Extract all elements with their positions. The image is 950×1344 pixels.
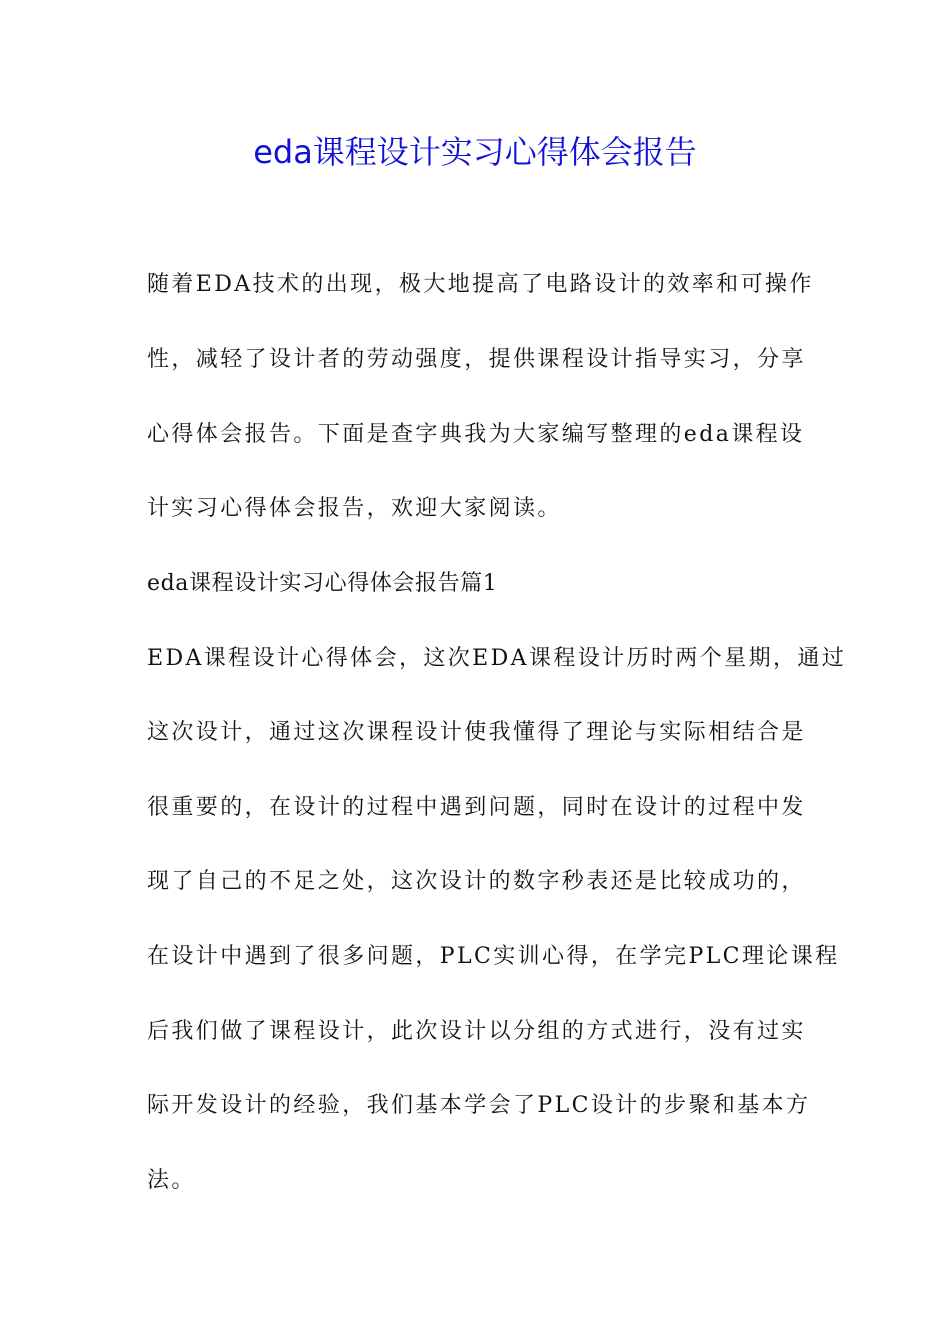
body-line-1: EDA课程设计心得体会，这次EDA课程设计历时两个星期，通过	[147, 646, 847, 671]
body-line-2: 这次设计，通过这次课程设计使我懂得了理论与实际相结合是	[147, 720, 806, 745]
intro-line-4: 计实习心得体会报告，欢迎大家阅读。	[147, 496, 562, 521]
body-line-5: 在设计中遇到了很多问题，PLC实训心得，在学完PLC理论课程	[147, 944, 840, 969]
section-heading: eda课程设计实习心得体会报告篇1	[147, 571, 498, 596]
body-line-8: 法。	[147, 1168, 196, 1193]
body-line-6: 后我们做了课程设计，此次设计以分组的方式进行，没有过实	[147, 1019, 806, 1044]
body-line-4: 现了自己的不足之处，这次设计的数字秒表还是比较成功的，	[147, 869, 806, 894]
body-line-3: 很重要的，在设计的过程中遇到问题，同时在设计的过程中发	[147, 795, 806, 820]
intro-line-2: 性，减轻了设计者的劳动强度，提供课程设计指导实习，分享	[147, 347, 806, 372]
document-title: eda课程设计实习心得体会报告	[253, 133, 697, 171]
body-line-7: 际开发设计的经验，我们基本学会了PLC设计的步聚和基本方	[147, 1093, 811, 1118]
intro-line-1: 随着EDA技术的出现，极大地提高了电路设计的效率和可操作	[147, 272, 814, 297]
intro-line-3: 心得体会报告。下面是查字典我为大家编写整理的eda课程设	[147, 422, 805, 447]
